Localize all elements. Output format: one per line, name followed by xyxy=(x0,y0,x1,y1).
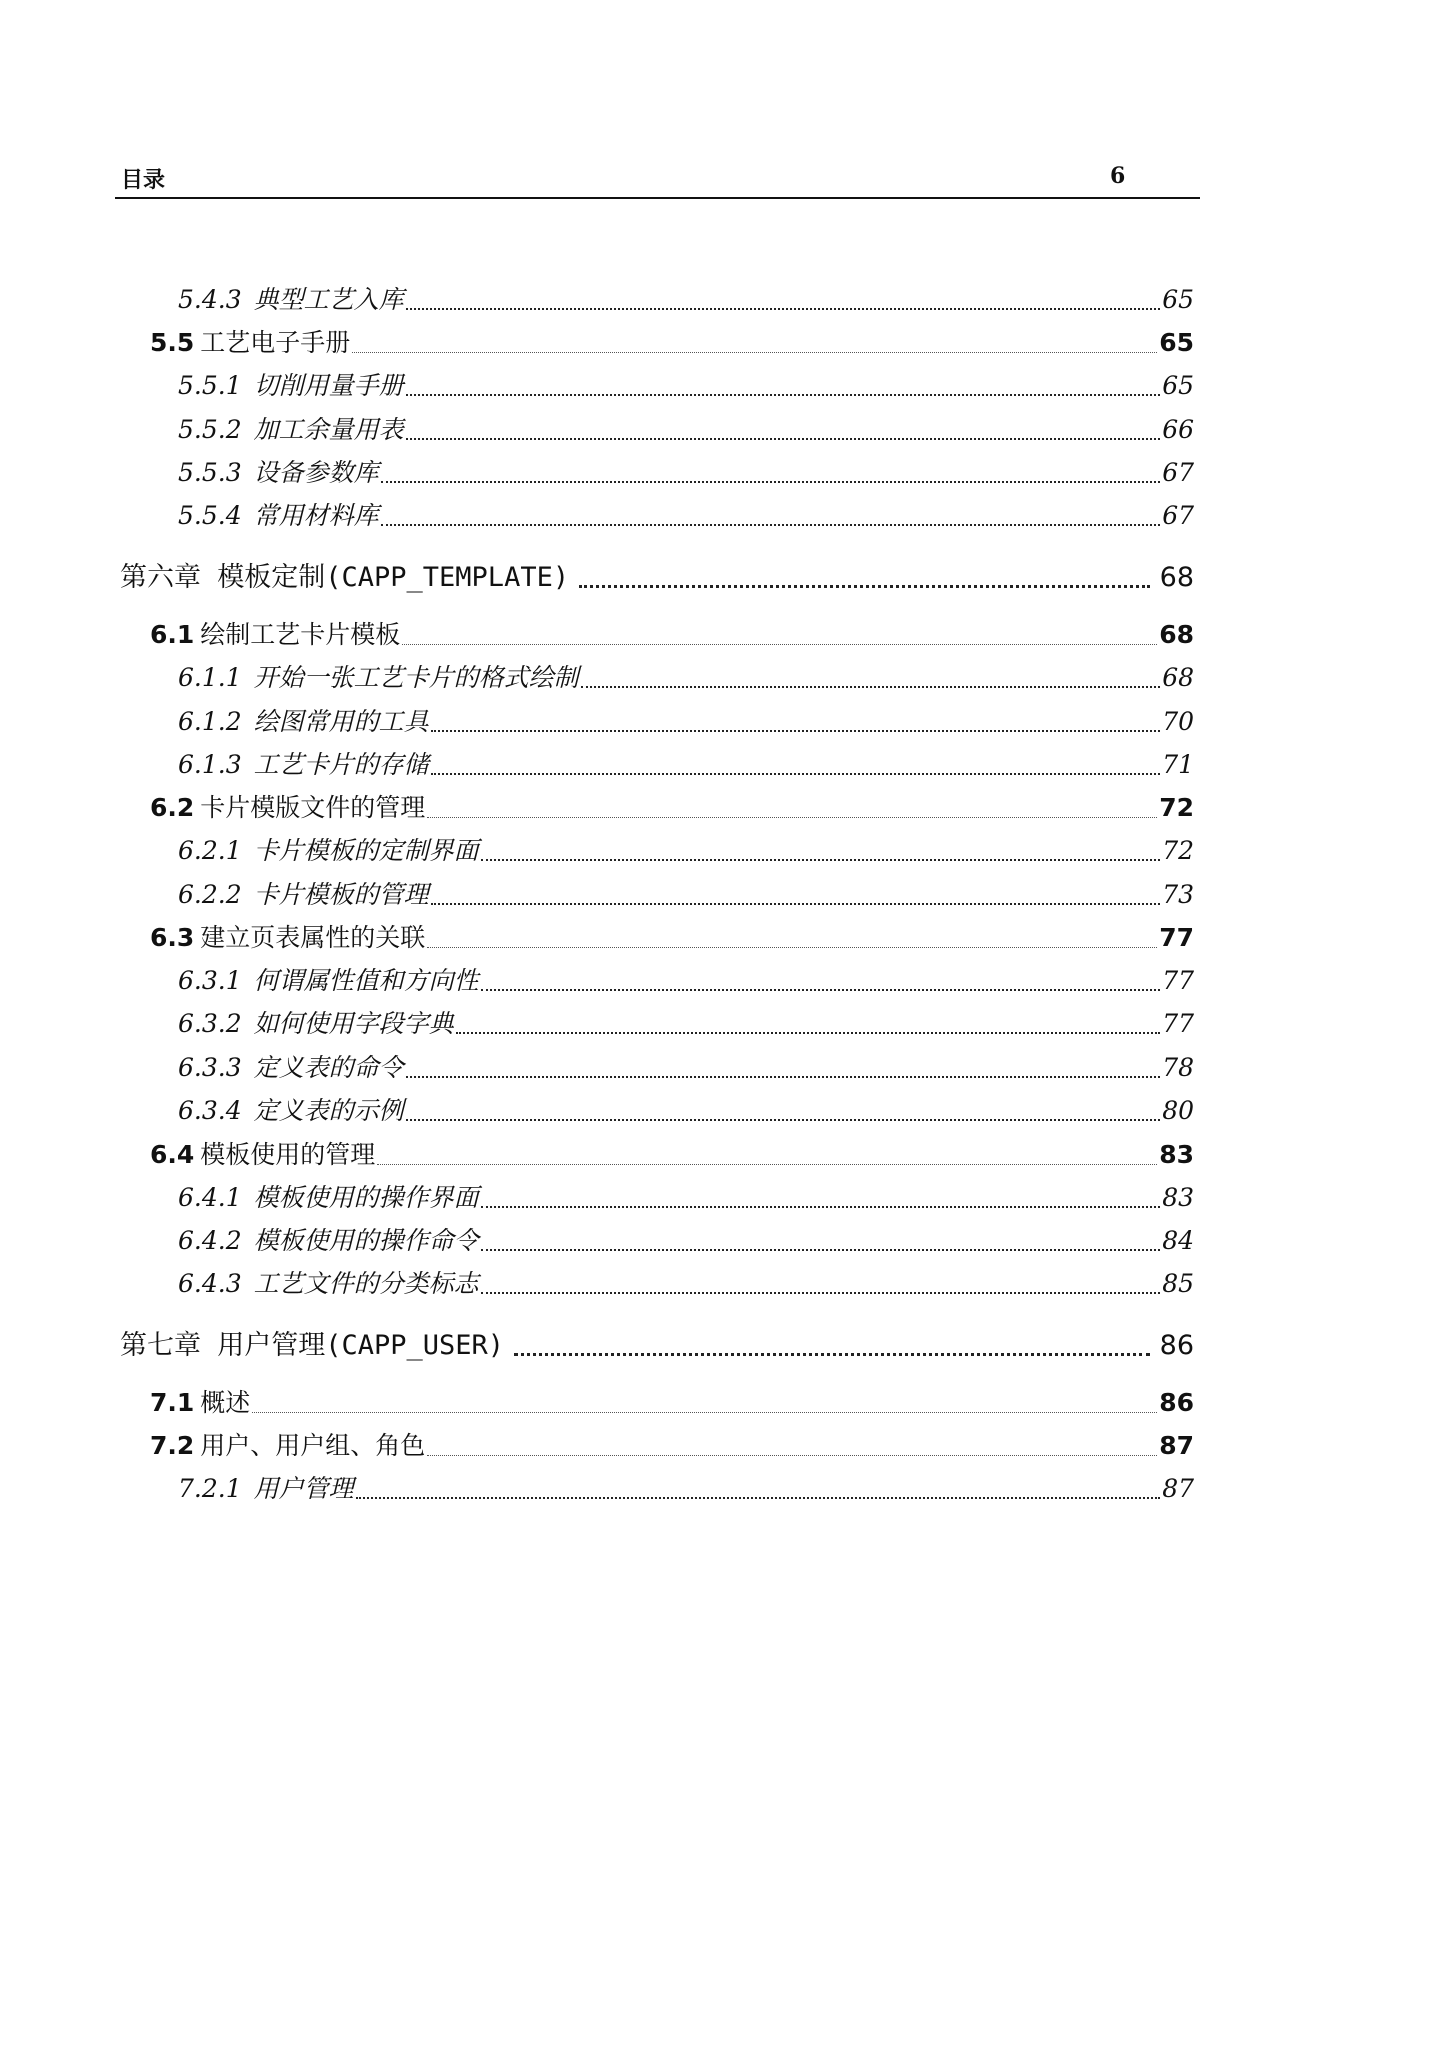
toc-entry[interactable] xyxy=(150,918,1194,954)
toc-entry[interactable] xyxy=(178,410,1194,446)
toc-entry-page: 83 xyxy=(1159,1140,1194,1169)
toc-entry-number: 6.4.2 xyxy=(178,1226,242,1255)
dot-leader xyxy=(481,859,1161,861)
dot-leader xyxy=(406,308,1161,310)
toc-entry[interactable] xyxy=(178,280,1194,316)
toc-entry-title: 开始一张工艺卡片的格式绘制 xyxy=(253,663,579,692)
toc-entry-number: 6.1.2 xyxy=(178,707,242,736)
toc-entry-page: 77 xyxy=(1159,923,1194,952)
dot-leader xyxy=(481,1292,1161,1294)
dot-leader xyxy=(402,644,1157,645)
toc-entry-page: 77 xyxy=(1162,966,1194,995)
toc-entry-number: 6.3.1 xyxy=(178,966,242,995)
toc-entry-number: 7.2.1 xyxy=(178,1474,242,1503)
dot-leader xyxy=(381,524,1161,526)
dot-leader xyxy=(406,438,1161,440)
toc-entry-number: 6.4.3 xyxy=(178,1269,242,1298)
toc-entry[interactable] xyxy=(178,658,1194,694)
dot-leader xyxy=(252,1412,1157,1413)
toc-entry[interactable] xyxy=(150,788,1194,824)
toc-entry-number: 5.5.1 xyxy=(178,371,242,400)
toc-entry-number: 7.1 xyxy=(150,1388,195,1417)
dot-leader xyxy=(481,989,1161,991)
toc-entry-number: 6.4.1 xyxy=(178,1183,242,1212)
toc-entry[interactable] xyxy=(178,366,1194,402)
toc-entry-page: 87 xyxy=(1159,1431,1194,1460)
toc-entry-number: 6.1 xyxy=(150,620,195,649)
toc-entry-title: 建立页表属性的关联 xyxy=(200,923,426,952)
dot-leader xyxy=(427,1455,1157,1456)
toc-entry-page: 72 xyxy=(1162,836,1194,865)
toc-entry-number: 6.1.3 xyxy=(178,750,242,779)
toc-entry-number: 6.3.4 xyxy=(178,1096,242,1125)
toc-entry-page: 86 xyxy=(1159,1330,1194,1361)
toc-entry-page: 85 xyxy=(1162,1269,1194,1298)
toc-entry[interactable] xyxy=(178,453,1194,489)
toc-entry[interactable] xyxy=(150,1135,1194,1171)
toc-entry-title: 概述 xyxy=(200,1388,251,1417)
dot-leader xyxy=(356,1497,1161,1499)
dot-leader xyxy=(431,730,1161,732)
page-header xyxy=(115,155,1200,199)
toc-entry-page: 71 xyxy=(1162,750,1194,779)
toc-entry-page: 72 xyxy=(1159,793,1194,822)
toc-entry[interactable] xyxy=(150,615,1194,651)
toc-entry-number: 6.3.3 xyxy=(178,1053,242,1082)
toc-entry-title: 用户、用户组、角色 xyxy=(200,1431,426,1460)
dot-leader xyxy=(514,1353,1150,1356)
dot-leader xyxy=(581,686,1161,688)
toc-entry-number: 6.3 xyxy=(150,923,195,952)
dot-leader xyxy=(456,1032,1161,1034)
toc-entry-number: 6.3.2 xyxy=(178,1009,242,1038)
toc-entry[interactable] xyxy=(178,1469,1194,1505)
dot-leader xyxy=(406,1119,1161,1121)
toc-entry-title: 卡片模版文件的管理 xyxy=(200,793,426,822)
toc-entry[interactable] xyxy=(178,1221,1194,1257)
toc-entry-number: 6.4 xyxy=(150,1140,195,1169)
toc-entry-page: 68 xyxy=(1159,620,1194,649)
toc-entry-number: 6.1.1 xyxy=(178,663,242,692)
toc-entry-number: 5.5 xyxy=(150,328,195,357)
toc-entry-title: 工艺文件的分类标志 xyxy=(253,1269,479,1298)
dot-leader xyxy=(481,1249,1161,1251)
dot-leader xyxy=(579,585,1150,588)
dot-leader xyxy=(381,481,1161,483)
toc-entry-title: 卡片模板的定制界面 xyxy=(253,836,479,865)
toc-entry-number: 6.2.2 xyxy=(178,880,242,909)
toc-entry[interactable] xyxy=(150,323,1194,359)
toc-entry-number: 5.5.4 xyxy=(178,501,242,530)
toc-entry-title: 如何使用字段字典 xyxy=(253,1009,454,1038)
toc-entry-page: 83 xyxy=(1162,1183,1194,1212)
toc-entry-title: 工艺电子手册 xyxy=(200,328,351,357)
toc-chapter-entry[interactable] xyxy=(120,1323,1194,1362)
toc-entry[interactable] xyxy=(150,1383,1194,1419)
toc-entry-title: 绘制工艺卡片模板 xyxy=(200,620,401,649)
toc-entry-title: 加工余量用表 xyxy=(253,415,404,444)
header-page-number: 6 xyxy=(1110,163,1126,189)
toc-entry-page: 73 xyxy=(1162,880,1194,909)
toc-entry[interactable] xyxy=(178,702,1194,738)
toc-entry[interactable] xyxy=(178,1048,1194,1084)
toc-entry-title: 模板使用的管理 xyxy=(200,1140,376,1169)
toc-entry[interactable] xyxy=(178,1264,1194,1300)
toc-entry[interactable] xyxy=(178,1178,1194,1214)
dot-leader xyxy=(406,394,1161,396)
toc-entry-page: 78 xyxy=(1162,1053,1194,1082)
toc-entry-page: 67 xyxy=(1162,458,1194,487)
toc-entry-title: 模板使用的操作命令 xyxy=(253,1226,479,1255)
toc-entry-page: 65 xyxy=(1162,371,1194,400)
toc-entry-page: 65 xyxy=(1159,328,1194,357)
toc-entry-page: 68 xyxy=(1162,663,1194,692)
toc-entry-page: 68 xyxy=(1159,562,1194,593)
toc-entry-title: 工艺卡片的存储 xyxy=(253,750,429,779)
dot-leader xyxy=(427,817,1157,818)
toc-entry-page: 84 xyxy=(1162,1226,1194,1255)
toc-entry-title: 用户管理 xyxy=(253,1474,354,1503)
toc-entry-title: 模板使用的操作界面 xyxy=(253,1183,479,1212)
toc-entry-page: 67 xyxy=(1162,501,1194,530)
toc-entry-page: 87 xyxy=(1162,1474,1194,1503)
toc-entry[interactable] xyxy=(178,496,1194,532)
toc-entry[interactable] xyxy=(178,961,1194,997)
toc-entry-number: 5.5.3 xyxy=(178,458,242,487)
toc-entry[interactable] xyxy=(178,831,1194,867)
toc-entry-title: 典型工艺入库 xyxy=(253,285,404,314)
toc-entry-page: 80 xyxy=(1162,1096,1194,1125)
toc-entry-title: 定义表的命令 xyxy=(253,1053,404,1082)
toc-entry-number: 6.2.1 xyxy=(178,836,242,865)
toc-entry-number: 7.2 xyxy=(150,1431,195,1460)
toc-entry[interactable] xyxy=(178,745,1194,781)
toc-entry-title: 定义表的示例 xyxy=(253,1096,404,1125)
toc-entry-page: 77 xyxy=(1162,1009,1194,1038)
dot-leader xyxy=(377,1164,1157,1165)
dot-leader xyxy=(406,1076,1161,1078)
toc-entry-number: 5.5.2 xyxy=(178,415,242,444)
toc-entry-title: 设备参数库 xyxy=(253,458,379,487)
toc-entry-page: 65 xyxy=(1162,285,1194,314)
header-title: 目录 xyxy=(121,168,166,193)
toc-entry-title: 绘图常用的工具 xyxy=(253,707,429,736)
toc-entry-number: 6.2 xyxy=(150,793,195,822)
toc-entry-title: 常用材料库 xyxy=(253,501,379,530)
toc-entry[interactable] xyxy=(178,1091,1194,1127)
toc-entry-page: 70 xyxy=(1162,707,1194,736)
toc-chapter-entry[interactable] xyxy=(120,555,1194,594)
toc-entry-title: 第六章 模板定制(CAPP_TEMPLATE) xyxy=(120,562,570,593)
toc-entry-title: 第七章 用户管理(CAPP_USER) xyxy=(120,1330,505,1361)
toc-entry-number: 5.4.3 xyxy=(178,285,242,314)
toc-entry-title: 卡片模板的管理 xyxy=(253,880,429,909)
dot-leader xyxy=(352,352,1157,353)
toc-entry[interactable] xyxy=(150,1426,1194,1462)
toc-entry[interactable] xyxy=(178,875,1194,911)
toc-entry[interactable] xyxy=(178,1004,1194,1040)
toc-entry-page: 66 xyxy=(1162,415,1194,444)
dot-leader xyxy=(481,1206,1161,1208)
toc-entry-page: 86 xyxy=(1159,1388,1194,1417)
dot-leader xyxy=(431,903,1161,905)
dot-leader xyxy=(427,947,1157,948)
toc-entry-title: 何谓属性值和方向性 xyxy=(253,966,479,995)
toc-entry-title: 切削用量手册 xyxy=(253,371,404,400)
dot-leader xyxy=(431,773,1161,775)
